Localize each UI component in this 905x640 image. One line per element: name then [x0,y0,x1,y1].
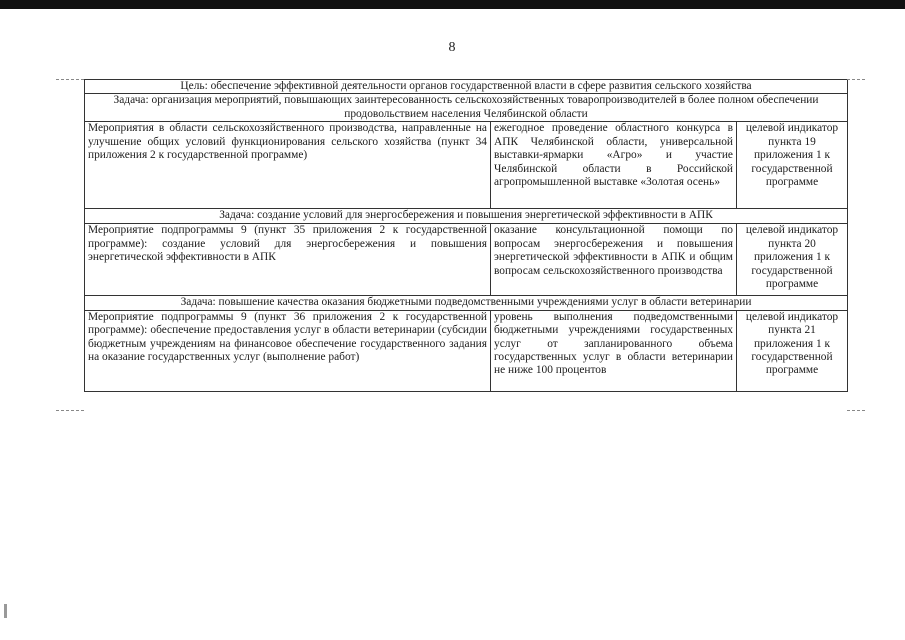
program-activities-table [84,79,848,392]
task-row-1 [85,94,848,122]
indicator-cell-3: целевой индикатор пункта 21 приложения 1 к государственной программе [737,310,848,391]
task-cell-1: Задача: организация мероприятий, повышающих заинтересованность сельскохозяйственных товаропроизводителей в более полном обеспечении продовольствием населения Челябинской области [85,94,848,122]
activity-row-2 [85,224,848,296]
task-cell-2: Задача: создание условий для энергосбережения и повышения энергетической эффективности в АПК [85,209,848,224]
indicator-cell-2: целевой индикатор пункта 20 приложения 1 к государственной программе [737,224,848,296]
page-number: 8 [448,40,456,55]
result-cell-3: уровень выполнения подведомственными бюджетными учреждениями государственных услуг от запланированного объема государственных услуг в области ветеринарии не ниже 100 процентов [491,310,737,391]
scan-rule-left [56,79,84,80]
task-row-2 [85,209,848,224]
activity-cell-2: Мероприятие подпрограммы 9 (пункт 35 приложения 2 к государственной программе): создание условий для энергосбережения и повышения энергетической эффективности в АПК [85,224,491,296]
activity-row-1 [85,122,848,209]
result-cell-1: ежегодное проведение областного конкурса в АПК Челябинской области, универсальной выставки-ярмарки «Агро» и участие Челябинской области в Российской агропромышленной выставке «Золотая осень» [491,122,737,209]
goal-cell: Цель: обеспечение эффективной деятельности органов государственной власти в сфере развития сельского хозяйства [85,80,848,94]
activity-row-3 [85,310,848,391]
activity-cell-3: Мероприятие подпрограммы 9 (пункт 36 приложения 2 к государственной программе): обеспечение предоставления услуг в области ветеринарии (субсидии бюджетным учреждениям на финансовое обеспечение государственного задания на оказание государственных услуг (выполнение работ) [85,310,491,391]
task-row-3 [85,296,848,310]
scan-margin-mark [4,604,7,618]
activity-cell-1: Мероприятия в области сельскохозяйственного производства, направленные на улучшение общих условий функционирования сельского хозяйства (пункт 34 приложения 2 к государственной программе) [85,122,491,209]
task-cell-3: Задача: повышение качества оказания бюджетными подведомственными учреждениями услуг в области ветеринарии [85,296,848,310]
result-cell-2: оказание консультационной помощи по вопросам энергосбережения и повышения энергетической эффективности в АПК и общим вопросам сельскохозяйственного производства [491,224,737,296]
scan-rule-left [56,410,84,411]
scan-rule-right [847,410,865,411]
scan-rule-right [847,79,865,80]
scan-top-edge [0,0,905,9]
goal-row [85,80,848,94]
indicator-cell-1: целевой индикатор пункта 19 приложения 1 к государственной программе [737,122,848,209]
